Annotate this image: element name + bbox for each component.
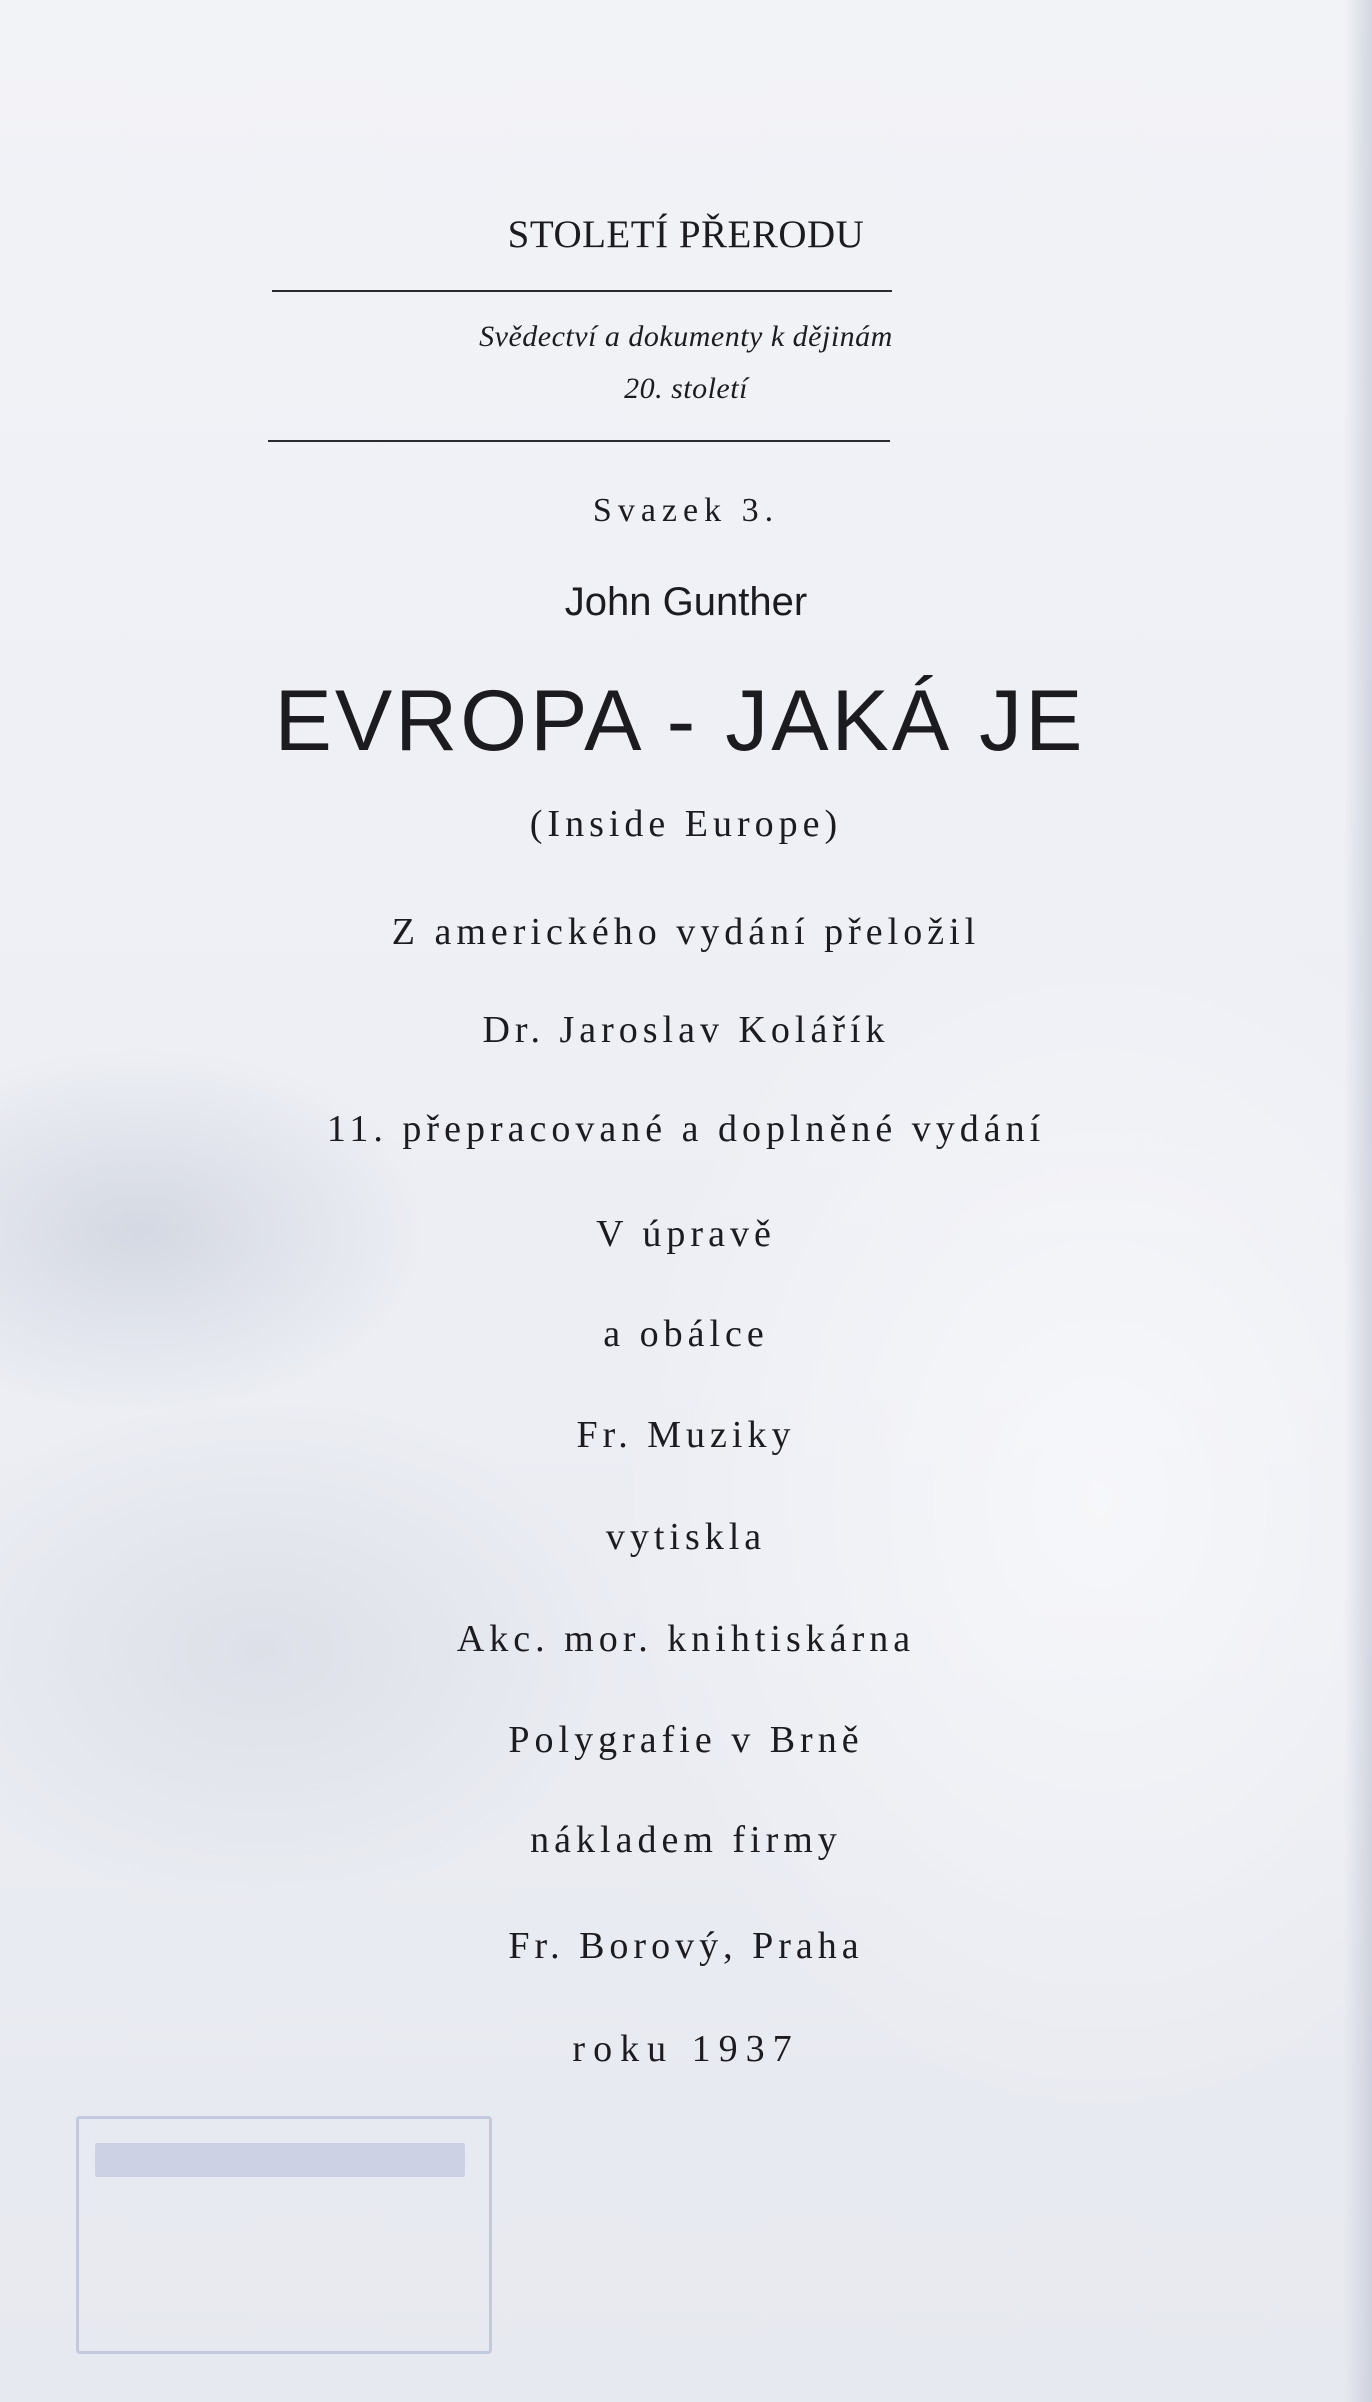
volume-number: Svazek 3. xyxy=(592,492,780,529)
translator-name: Dr. Jaroslav Kolářík xyxy=(482,1009,890,1051)
book-author: John Gunther xyxy=(564,580,808,624)
series-title: STOLETÍ PŘERODU xyxy=(507,213,865,256)
library-stamp xyxy=(76,2116,492,2354)
series-subtitle-line1: Svědectví a dokumenty k dějinám xyxy=(479,320,893,353)
printed-by-label: vytiskla xyxy=(605,1516,767,1558)
edition-note: 11. přepracované a doplněné vydání xyxy=(326,1108,1046,1150)
book-title: EVROPA - JAKÁ JE xyxy=(274,673,1086,769)
top-rule-divider xyxy=(272,290,892,292)
printer-name: Akc. mor. knihtiskárna xyxy=(456,1618,916,1660)
translation-note: Z amerického vydání přeložil xyxy=(391,911,981,953)
design-line1: V úpravě xyxy=(596,1213,776,1255)
publisher-line2: Fr. Borový, Praha xyxy=(508,1925,864,1967)
publication-year: roku 1937 xyxy=(572,2028,800,2070)
series-subtitle-line2: 20. století xyxy=(624,372,748,405)
publisher-line1: nákladem firmy xyxy=(530,1819,842,1861)
bottom-rule-divider xyxy=(268,440,890,442)
designer-name: Fr. Muziky xyxy=(576,1414,796,1456)
design-line2: a obálce xyxy=(603,1313,769,1355)
printer-city: Polygrafie v Brně xyxy=(508,1719,864,1761)
library-stamp-band xyxy=(95,2143,465,2177)
original-title: (Inside Europe) xyxy=(529,803,843,845)
